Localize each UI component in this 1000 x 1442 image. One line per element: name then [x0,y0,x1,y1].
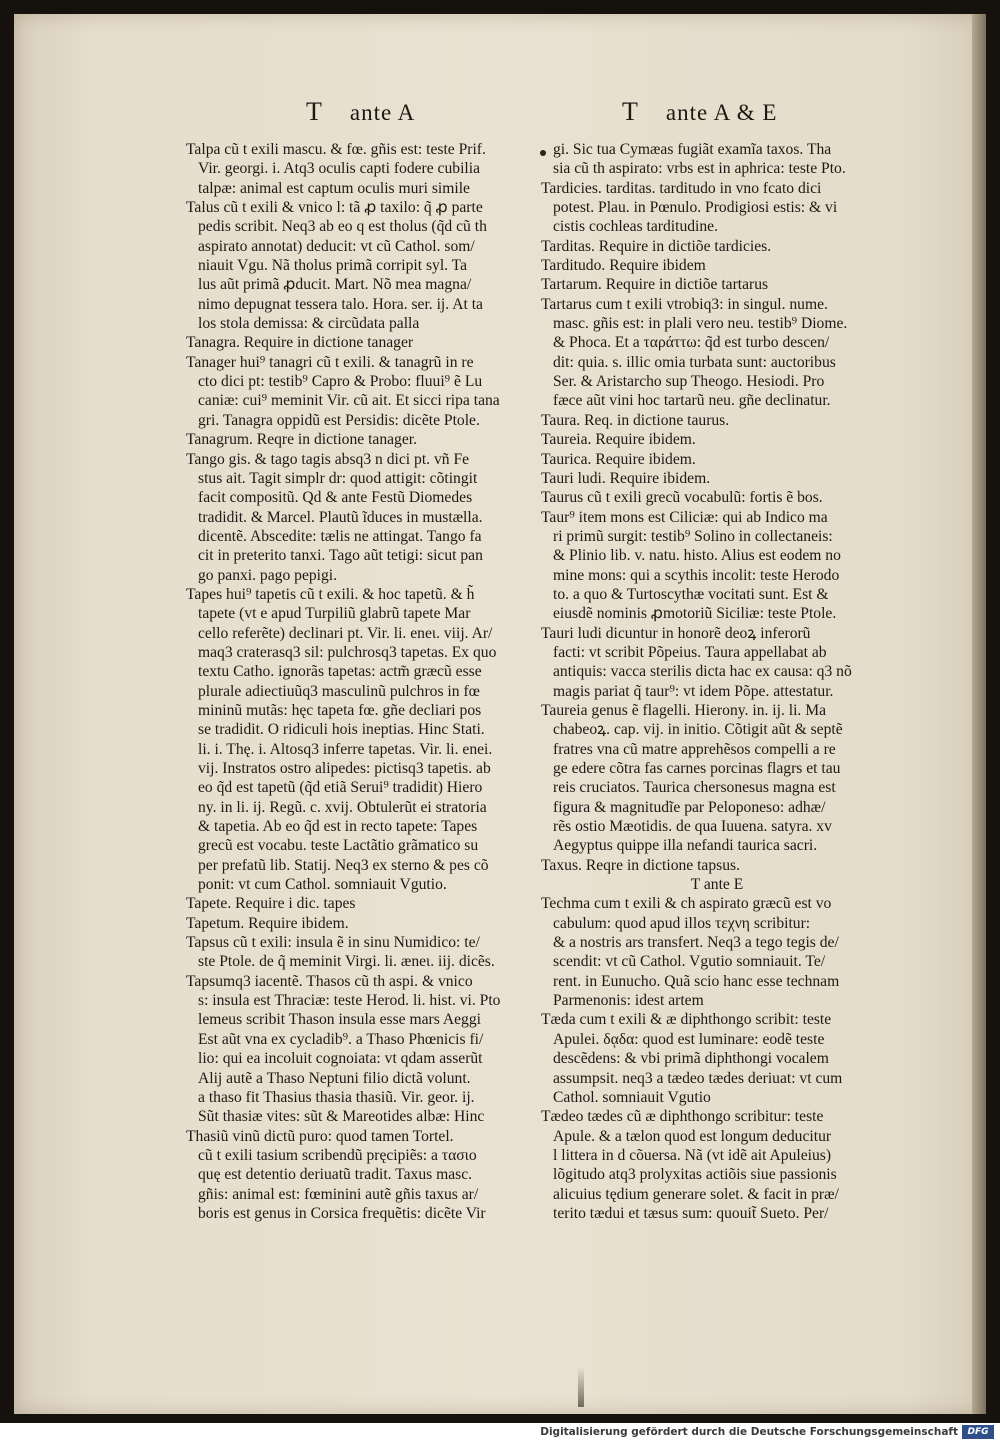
text-line: Tauri ludi. Require ibidem. [541,469,711,487]
text-line: tradidit. & Marcel. Plautũ ĩduces in mustælla. [198,508,483,526]
text-line: Tapsus cũ t exili: insula ẽ in sinu Numidico: te/ [186,934,480,952]
text-line: textu Catho. ignorãs tapetas: actm̃ græcũ esse [198,663,482,681]
text-line: descẽdens: & vbi primã diphthongi vocalem [553,1050,829,1068]
text-line: dicentẽ. Abscedite: tælis ne attingat. Tango fa [198,527,482,545]
running-head-left-text: ante A [349,100,416,125]
text-line: niauit Vgu. Nã tholus primã corripit syl. Ta [198,257,468,275]
text-line: terito tædui et tæsus sum: quouit̃ Sueto. Per/ [553,1204,829,1222]
text-line: facti: vt scribit Põpeius. Taura appellabat ab [553,643,827,661]
text-line: Techma cum t exili & ch aspirato græcũ est vo [541,895,832,913]
text-line: go panxi. pago pepigi. [198,566,338,584]
text-line: Tapes hui⁹ tapetis cũ t exili. & hoc tapetũ. & h̃ [186,585,475,603]
text-line: T ante E [690,876,744,894]
text-line: plurale adiectiuũq3 masculinũ pulchros in fœ [198,682,480,700]
text-line: gi. Sic tua Cymæas fugiãt examĩa taxos. Tha [553,141,832,158]
text-line: rẽs ostio Mæotidis. de qua Iuuena. satyra. xv [553,818,832,836]
text-line: Tardicies. tarditas. tarditudo in vno fcato dici [541,179,822,197]
running-head-left-letter: T [306,97,323,126]
text-line: tapete (vt e apud Turpiliũ glabrũ tapete Mar [198,605,471,623]
text-line: Talus cũ t exili & vnico l: tã ꝓ taxilo: q̃ ꝓ parte [186,199,483,217]
text-line: Tanagrum. Reqre in dictione tanager. [186,431,417,449]
dfg-logo: DFG [962,1425,994,1439]
right-text-column [541,140,893,1223]
text-line: gñis: animal est: fœminini autẽ gñis taxus ar/ [198,1185,479,1203]
text-line: Ser. & Aristarcho sup Theogo. Hesiodi. Pro [553,373,825,391]
text-line: nimo depugnat tessera talo. Hora. ser. ij. At ta [198,295,483,313]
text-line: Tango gis. & tago tagis absq3 n dici pt. vñ Fe [186,450,470,468]
text-line: Tapete. Require i dic. tapes [186,895,356,913]
text-line: a thaso fit Thasius thasia thasiũ. Vir. geor. ij. [198,1088,475,1106]
text-line: magis pariat q̃ taur⁹: vt idem Põpe. attestatur. [553,682,834,700]
text-line: s: insula est Thraciæ: teste Herod. li. hist. vi. Pto [198,992,501,1010]
text-line: cũ t exili tasium scribendũ pręcipiẽs: a τασιο [198,1146,477,1164]
text-line: li. i. Thę. i. Altosq3 inferre tapetas. Vir. li. enei. [198,740,493,758]
text-line: cistis cochleas tarditudine. [553,218,718,236]
page-tear [578,1367,584,1407]
text-line: lio: qui ea incoluit cognoiata: vt qdam asserũt [198,1050,483,1068]
text-line: cello referẽte) declinari pt. Vir. li. eneι. viij. Ar/ [198,624,493,642]
text-line: Taureia genus ẽ flagelli. Hierony. in. ij. li. Ma [541,701,826,719]
text-line: Vir. georgi. i. Atq3 oculis capti fodere cubilia [198,160,480,178]
text-line: dit: quia. s. illic omia turbata sunt: auctoribus [553,353,836,371]
text-line: Tanager hui⁹ tanagri cũ t exili. & tanagrũ in re [186,353,474,371]
text-line: masc. gñis est: in plali vero neu. testib⁹ Diome. [553,315,848,333]
text-line: Aegyptus quippe illa nefandi taurica sacri. [553,837,818,855]
page-gutter [972,14,986,1414]
text-line: fæce aũt vini hoc tartarũ neu. gñe declinatur. [553,392,831,410]
text-line: cabulum: quod apud illos τεχνη scribitur: [553,914,811,932]
text-line: Taura. Req. in dictione taurus. [541,411,730,429]
text-line: rent. in Eunucho. Quã scio hanc esse technam [553,972,840,990]
text-line: ny. in li. ij. Regũ. c. xvij. Obtulerũt ei stratoria [198,798,487,816]
text-line: scendit: vt cũ Cathol. Vgutio somniauit. Te/ [553,953,826,971]
text-line: gri. Tanagra oppidũ est Persidis: dicẽte Ptole. [198,411,480,429]
text-line: & a nostris ars transfert. Neq3 a tego tegis de/ [553,934,839,952]
text-line: Taur⁹ item mons est Ciliciæ: qui ab Indico ma [541,508,828,526]
text-line: l littera in d cõuersa. Nã (vt idẽ ait Apuleius) [553,1146,832,1164]
text-line: Est aũt vna ex cycladib⁹. a Thaso Phœnicis fi/ [198,1030,484,1048]
text-line: lõgitudo atq3 prolyxitas actiõis siue passionis [553,1166,837,1184]
text-line: Talpa cũ t exili mascu. & fœ. gñis est: teste Prif. [186,141,486,158]
text-line: cit in preterito tanxi. Tago aũt tetigi: sicut pan [198,547,483,565]
text-line: aspirato annotat) deducit: vt cũ Cathol. som/ [198,237,475,255]
text-line: Apulei. δᾳδα: quod est luminare: eodẽ teste [553,1030,825,1048]
text-line: Tarditudo. Require ibidem [541,257,706,275]
text-line: Parmenonis: idest artem [553,992,704,1010]
text-line: cto dici pt: testib⁹ Capro & Probo: fluui⁹ ẽ Lu [198,373,483,391]
text-line: Taureia. Require ibidem. [541,431,696,449]
text-line: to. a quo & Turtoscythæ vocitati sunt. Est & [553,585,829,603]
text-line: Taxus. Reqre in dictione tapsus. [541,856,740,874]
text-line: caniæ: cui⁹ meminit Vir. cũ ait. Et sicci ripa tana [198,392,500,410]
text-line: Tanagra. Require in dictione tanager [186,334,414,352]
running-head-right-text: ante A & E [665,100,778,125]
text-line: Tæda cum t exili & æ diphthongo scribit: teste [541,1011,832,1029]
text-line: & Plinio lib. v. natu. histo. Alius est eodem no [553,547,841,565]
text-line: boris est genus in Corsica frequẽtis: dicẽte Vir [198,1204,486,1222]
left-text-column [186,140,526,1223]
text-line: antiquis: vacca sterilis dicta hac ex causa: q3 nõ [553,663,852,681]
text-line: alicuius tędium generare solet. & facit in præ/ [553,1185,839,1203]
text-line: ge edere cõtra fas carnes porcinas flagrs et tau [553,760,841,777]
text-line: maq3 craterasq3 sil: pulchrosq3 tapetas. Ex quo [198,643,497,661]
text-line: reis cruciatos. Taurica chersonesus magna est [553,779,836,797]
text-line: Apule. & a tælon quod est longum deducitur [553,1127,832,1145]
text-line: per prefatũ lib. Statij. Neq3 ex sterno & pes cõ [198,856,489,874]
text-line: mininũ mutãs: hęc tapeta fœ. gñe decliari pos [198,701,482,719]
text-line: pedis scribit. Neq3 ab eo q est tholus (q̃d cũ th [198,218,487,236]
text-line: talpæ: animal est captum oculis muri simile [198,179,470,197]
text-line: potest. Plau. in Pœnulo. Prodigiosi estis: & vi [553,199,838,217]
text-line: Tauri ludi dicuntur in honorẽ deoꝝ inferorũ [541,624,811,642]
text-line: & Phoca. Et a ταράττω: q̃d est turbo descen/ [553,334,830,352]
text-line: ste Ptole. de q̃ meminit Virgi. li. æneι. iij. dicẽs. [198,953,495,971]
text-line: Alij autẽ a Thaso Neptuni filio dictã volunt. [198,1069,471,1087]
text-line: stus ait. Tagit simplr dr: quod attigit: cõtingit [198,469,478,487]
running-head-right [622,97,777,127]
text-line: ponit: vt cum Cathol. somniauit Vgutio. [198,876,447,894]
text-line: grecũ est vocabu. teste Lactãtio grãmatico su [198,837,479,855]
text-line: Sũt thasiæ vites: sũt & Mareotides albæ: Hinc [198,1108,485,1126]
text-line: Tapsumq3 iacentẽ. Thasos cũ th aspi. & vnico [186,972,473,990]
text-line: facit compositũ. Qd & ante Festũ Diomedes [198,489,473,507]
text-line: lemeus scribit Thason insula esse mars Aeggi [198,1011,481,1029]
text-line: chabeoꝝ. cap. vij. in initio. Cõtigit aũt & septẽ [553,721,843,739]
text-line: fratres vna cũ matre apprehẽsos compelli a re [553,740,836,758]
text-line: assumpsit. neq3 a tædeo tædes deriuat: vt cum [553,1069,843,1087]
text-line: mine mons: qui a scythis incolit: teste Herodo [553,566,840,584]
text-line: Tapetum. Require ibidem. [186,914,349,932]
text-line: los stola demissa: & circũdata palla [198,315,420,333]
text-line: Tarditas. Require in dictiõe tardicies. [541,237,772,255]
text-line: Tædeo tædes cũ æ diphthongo scribitur: teste [541,1108,824,1126]
text-line: lus aũt primã ꝓducit. Mart. Nõ mea magna/ [198,276,472,294]
text-line: se tradidit. O ridiculi hois ineptias. Hinc Stati. [198,721,485,739]
text-line: eo q̃d est tapetũ (q̃d etiã Serui⁹ tradidit) Hiero [198,779,483,797]
footer-credit: Digitalisierung gefördert durch die Deutsche Forschungsgemeinschaft [540,1426,958,1438]
text-line: Taurica. Require ibidem. [541,450,696,468]
text-line: ri primũ surgit: testib⁹ Solino in collectaneis: [553,527,833,545]
text-line: Cathol. somniauit Vgutio [553,1088,711,1106]
running-head-right-letter: T [622,97,639,126]
text-line: Taurus cũ t exili grecũ vocabulũ: fortis ẽ bos. [541,489,823,507]
text-line: vij. Instratos ostro alipedes: pictisq3 tapetis. ab [198,760,491,777]
text-line: Thasiũ vinũ dictũ puro: quod tamen Tortel. [186,1127,454,1145]
text-line: & tapetia. Ab eo q̃d est in recto tapete: Tapes [198,818,478,836]
running-head-left [306,97,415,127]
text-line: sia cũ th aspirato: vrbs est in aphrica: teste Pto. [553,160,846,178]
text-line: figura & magnitudĩe par Peloponeso: adhæ/ [553,798,826,816]
text-line: Tartarus cum t exili vtrobiq3: in singul. nume. [541,295,828,313]
text-line: eiusdẽ nominis ꝓmotoriũ Siciliæ: teste Ptole. [553,605,837,623]
text-line: Tartarum. Require in dictiõe tartarus [541,276,769,294]
text-line: quę est detentio deriuatũ tradit. Taxus masc. [198,1166,473,1184]
